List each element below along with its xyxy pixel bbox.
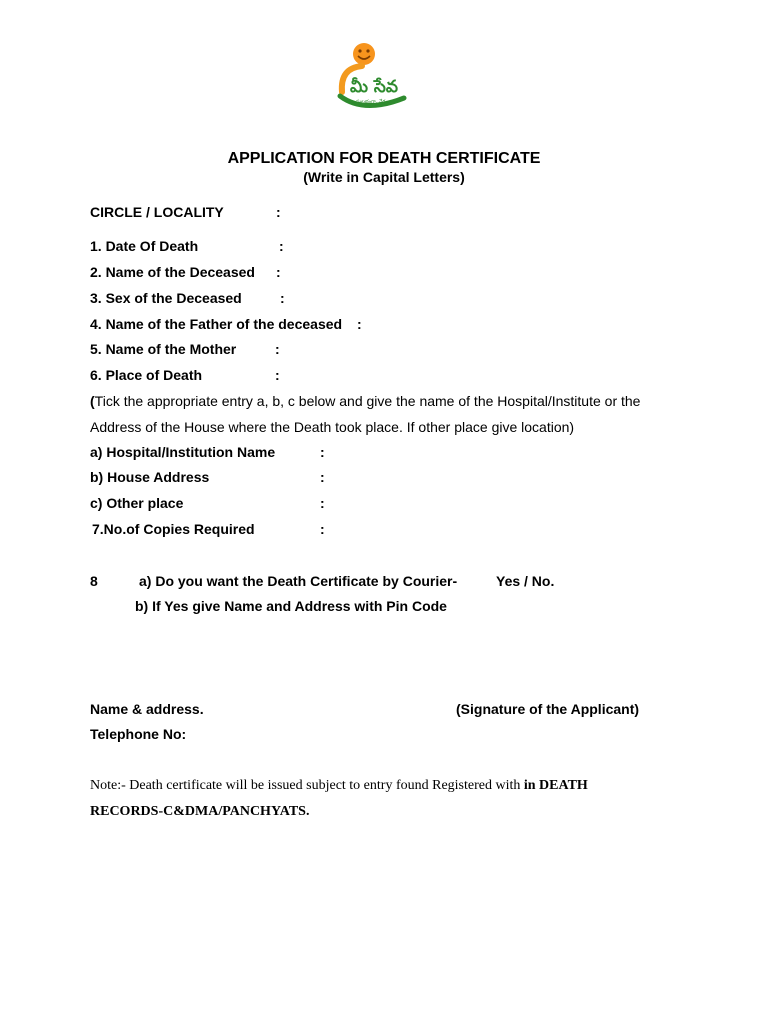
courier-question-b: b) If Yes give Name and Address with Pin Code (135, 598, 447, 614)
field-place-of-death: 6. Place of Death (90, 367, 203, 383)
telephone-label: Telephone No: (90, 726, 187, 742)
logo-text: మీ సేవ (350, 77, 398, 97)
field-name-of-deceased: 2. Name of the Deceased (90, 264, 255, 280)
note-line-2 (90, 804, 309, 820)
circle-locality-label: CIRCLE / LOCALITY (90, 204, 224, 220)
colon: : (276, 264, 281, 280)
colon: : (275, 367, 280, 383)
colon: : (357, 316, 362, 332)
page-subtitle: (Write in Capital Letters) (303, 169, 465, 185)
option-house-address: b) House Address (90, 469, 210, 485)
note-prefix: Note:- Death certificate will be issued subject to entry found Registered with (90, 778, 524, 793)
instruction-paren: ( (90, 393, 95, 409)
colon: : (320, 444, 325, 460)
colon: : (279, 238, 284, 254)
note-bold: in DEATH (523, 778, 588, 793)
field-father-name: 4. Name of the Father of the deceased (90, 316, 343, 332)
colon: : (320, 469, 325, 485)
name-address-label: Name & address. (90, 701, 204, 717)
option-hospital: a) Hospital/Institution Name (90, 444, 276, 460)
smiley-face-icon (353, 43, 375, 65)
field-date-of-death: 1. Date Of Death (90, 238, 199, 254)
logo-tagline: సులభంగా, వేగంగా (356, 99, 393, 105)
option-other-place: c) Other place (90, 495, 184, 511)
instruction-line-2: Address of the House where the Death took place. If other place give location) (90, 419, 575, 435)
field-mother-name: 5. Name of the Mother (90, 341, 237, 357)
courier-number: 8 (90, 573, 98, 589)
mee-seva-logo (334, 40, 420, 116)
colon: : (320, 521, 325, 537)
note-records: RECORDS-C&DMA/PANCHYATS. (90, 804, 310, 819)
courier-question-a: a) Do you want the Death Certificate by Courier- (139, 573, 458, 589)
instruction-text-1: Tick the appropriate entry a, b, c below and give the name of the Hospital/Institute or the (94, 393, 641, 409)
field-no-of-copies: 7.No.of Copies Required (92, 521, 255, 537)
colon: : (320, 495, 325, 511)
circle-locality-colon: : (276, 204, 281, 220)
page-title: APPLICATION FOR DEATH CERTIFICATE (227, 150, 541, 167)
note-line-1 (90, 778, 588, 794)
instruction-line-1 (90, 393, 640, 409)
courier-answer: Yes / No. (496, 573, 555, 589)
field-sex-of-deceased: 3. Sex of the Deceased (90, 290, 242, 306)
colon: : (275, 341, 280, 357)
colon: : (280, 290, 285, 306)
signature-label: (Signature of the Applicant) (456, 701, 640, 717)
